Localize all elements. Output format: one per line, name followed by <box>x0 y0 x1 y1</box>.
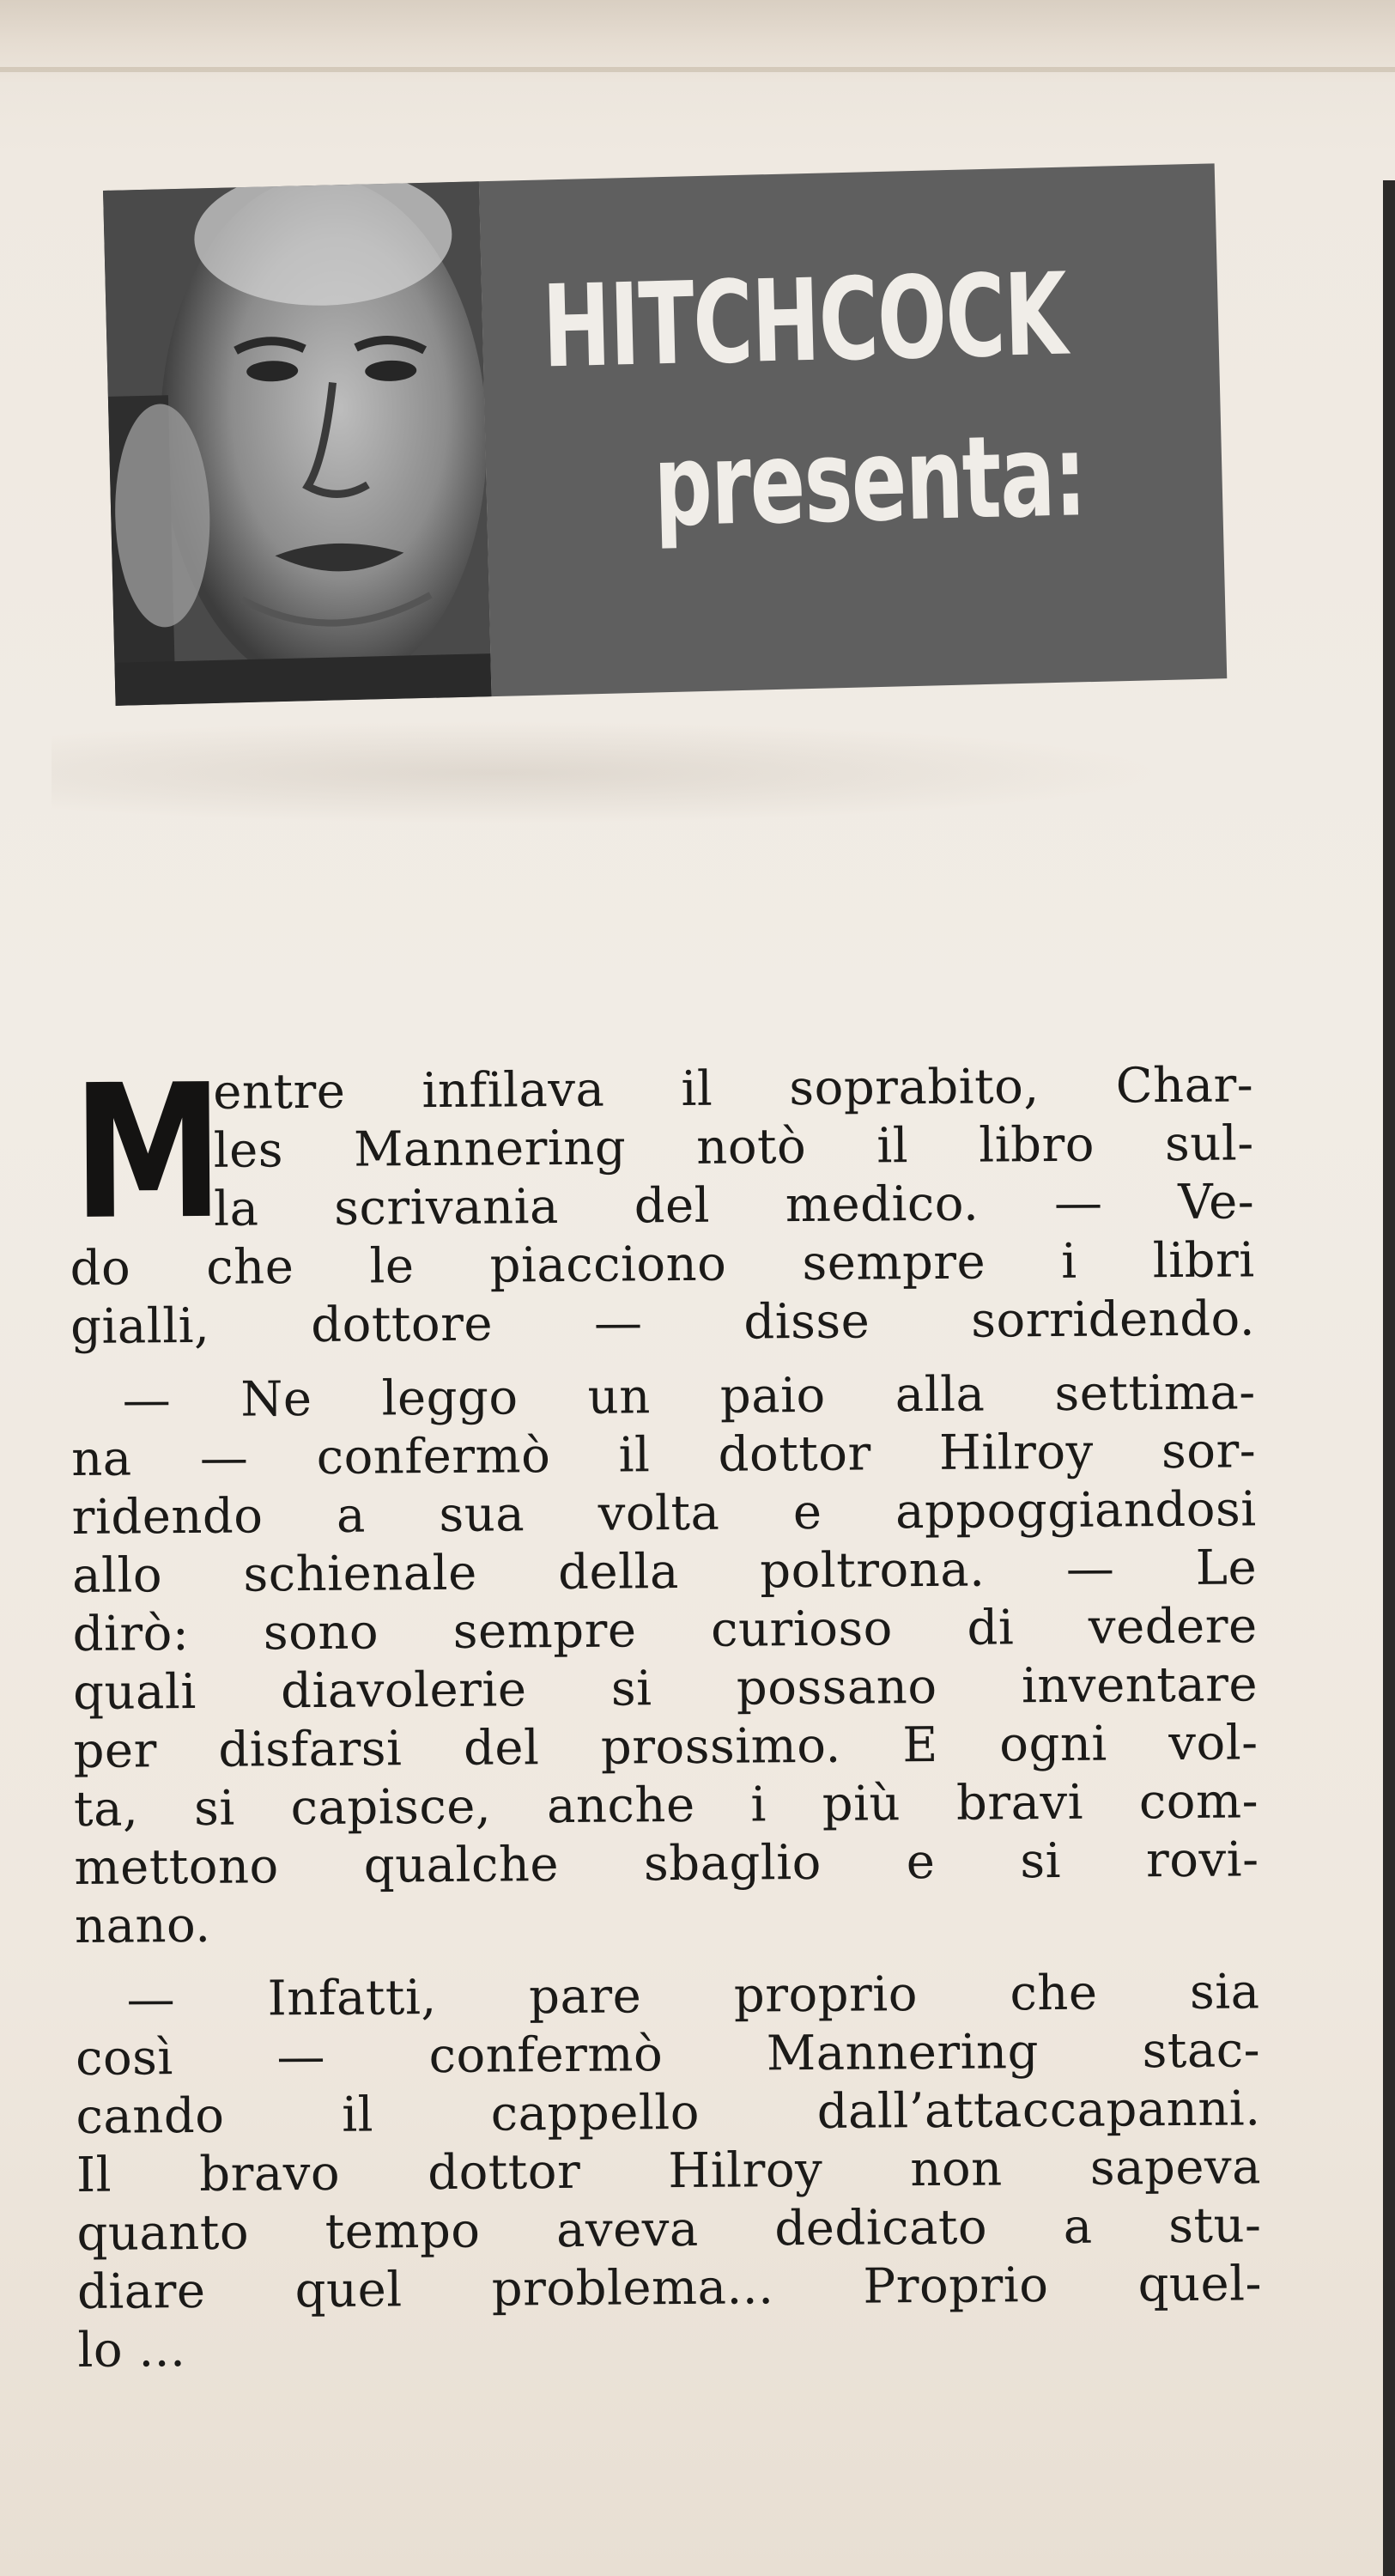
text-line: ridendo a sua volta e appoggiandosi <box>71 1481 1257 1546</box>
text-line: nano. <box>74 1897 211 1954</box>
portrait-photo <box>103 181 492 706</box>
text-line: così — confermò Mannering stac- <box>75 2022 1261 2087</box>
text-line: diare quel problema... Proprio quel- <box>76 2256 1263 2320</box>
text-line: cando il cappello dall’attaccapanni. <box>76 2081 1261 2145</box>
text-line: les Mannering notò il libro sul- <box>213 1115 1254 1179</box>
text-line: dirò: sono sempre curioso di vedere <box>72 1598 1258 1662</box>
text-line: la scrivania del medico. — Ve- <box>213 1174 1255 1237</box>
paragraph-3 <box>75 1963 1262 2380</box>
text-line: entre infilava il soprabito, Char- <box>213 1057 1254 1121</box>
header-banner <box>103 163 1227 705</box>
text-line: quanto tempo aveva dedicato a stu- <box>76 2197 1262 2262</box>
paragraph-2 <box>70 1364 1259 1956</box>
text-line: allo schienale della poltrona. — Le <box>71 1540 1258 1604</box>
paragraph-1 <box>69 1043 1256 1357</box>
text-line: lo ... <box>77 2322 186 2379</box>
drop-cap: M <box>71 1043 225 1261</box>
portrait-icon <box>103 181 492 706</box>
page-fold-line <box>0 67 1395 72</box>
show-through-smudge <box>52 721 1168 824</box>
page-binding-edge <box>1383 180 1395 2576</box>
text-line: Il bravo dottor Hilroy non sapeva <box>76 2139 1262 2203</box>
text-line: mettono qualche sbaglio e si rovi- <box>74 1832 1259 1896</box>
title-block <box>479 163 1227 696</box>
text-line: ta, si capisce, anche i più bravi com- <box>73 1773 1259 1838</box>
header-title: HITCHCOCK <box>541 248 1068 394</box>
text-line: — Infatti, pare proprio che sia <box>126 1964 1260 2028</box>
text-line: — Ne leggo un paio alla settima- <box>122 1364 1256 1429</box>
text-line: quali diavolerie si possano inventare <box>72 1656 1259 1721</box>
text-line: per disfarsi del prossimo. E ogni vol- <box>73 1715 1259 1779</box>
article-body <box>69 1043 1263 2380</box>
text-line: gialli, dottore — disse sorridendo. <box>70 1291 1256 1355</box>
text-line: do che le piacciono sempre i libri <box>70 1232 1255 1297</box>
header-subtitle: presenta: <box>652 410 1087 553</box>
text-line: na — confermò il dottor Hilroy sor- <box>70 1423 1257 1487</box>
